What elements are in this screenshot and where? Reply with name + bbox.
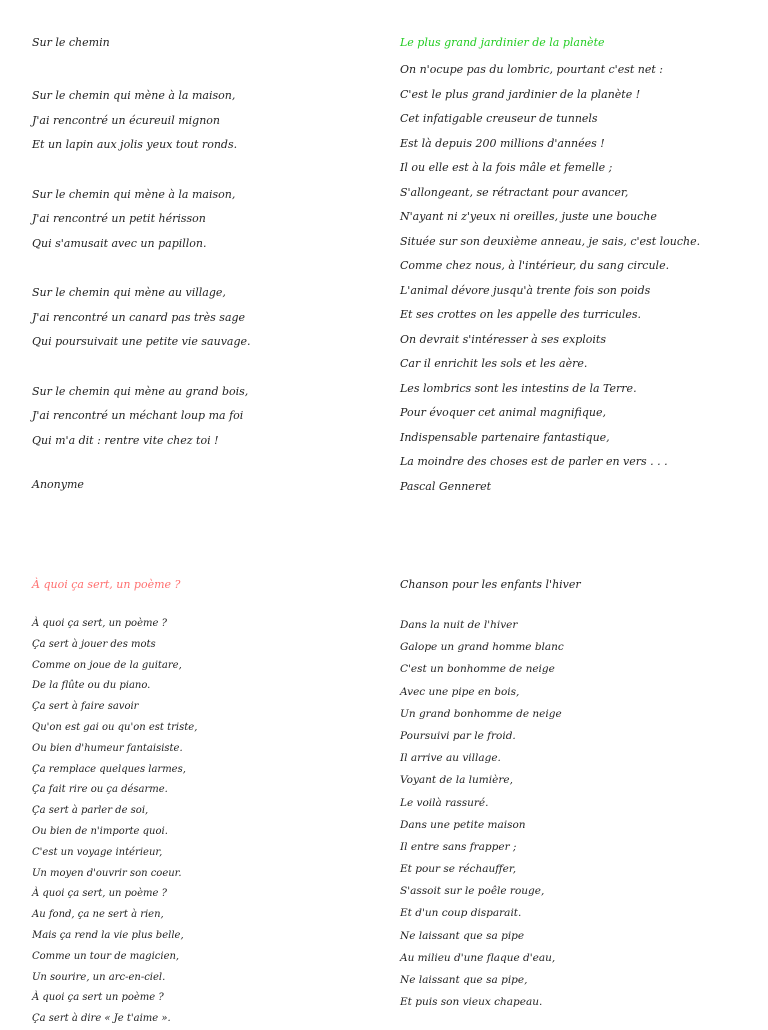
verse-line: Qui poursuivait une petite vie sauvage. [32, 335, 251, 348]
verse-line: À quoi ça sert, un poème ? [32, 888, 167, 900]
verse-line: On n'ocupe pas du lombric, pourtant c'est net : [400, 63, 663, 76]
verse-line: Il ou elle est à la fois mâle et femelle ; [400, 161, 613, 174]
verse-line: Et puis son vieux chapeau. [400, 996, 543, 1009]
verse-line: Et d'un coup disparait. [400, 907, 522, 920]
verse-line: À quoi ça sert, un poème ? [32, 618, 167, 629]
verse-line: Poursuivi par le froid. [400, 729, 516, 742]
verse-line: Le voilà rassuré. [400, 796, 489, 809]
verse-line: Et ses crottes on les appelle des turricules. [400, 308, 641, 321]
verse-line: J'ai rencontré un écureuil mignon [32, 113, 220, 127]
verse-line: La moindre des choses est de parler en vers . . . [400, 455, 668, 468]
verse-line: Avec une pipe en bois, [400, 685, 520, 698]
poem-title: Sur le chemin [32, 36, 110, 49]
verse-line: Ne laissant que sa pipe [400, 929, 525, 942]
verse-line: J'ai rencontré un petit hérisson [32, 212, 206, 225]
poem-lines [32, 614, 362, 1030]
verse-line: J'ai rencontré un méchant loup ma foi [32, 409, 244, 422]
verse-line: Il arrive au village. [400, 752, 501, 765]
verse-line: Ou bien de n'importe quoi. [32, 825, 168, 837]
verse-line: Sur le chemin qui mène à la maison, [32, 89, 236, 102]
verse-line: Ça fait rire ou ça désarme. [32, 784, 168, 796]
poem-title: À quoi ça sert, un poème ? [32, 578, 181, 591]
verse-line: Et pour se réchauffer, [400, 863, 517, 876]
verse-line: S'allongeant, se rétractant pour avancer, [400, 185, 629, 199]
verse-line: Un moyen d'ouvrir son coeur. [32, 867, 182, 879]
stanza [32, 183, 362, 257]
verse-line: Un sourire, un arc-en-ciel. [32, 971, 166, 983]
verse-line: Ça sert à faire savoir [32, 701, 139, 713]
verse-line: Qui s'amusait avec un papillon. [32, 236, 207, 250]
verse-line: Sur le chemin qui mène au grand bois, [32, 384, 249, 398]
verse-line: Comme chez nous, à l'intérieur, du sang circule. [400, 259, 670, 272]
stanza [32, 281, 362, 355]
verse-line: Comme un tour de magicien, [32, 950, 180, 962]
verse-line: Cet infatigable creuseur de tunnels [400, 112, 598, 125]
verse-line: L'animal dévore jusqu'à trente fois son poids [400, 283, 651, 297]
verse-line: Les lombrics sont les intestins de la Terre. [400, 381, 637, 395]
verse-line: Dans la nuit de l'hiver [400, 619, 518, 631]
verse-line: N'ayant ni z'yeux ni oreilles, juste une bouche [400, 210, 657, 223]
verse-line: Ça sert à dire « Je t'aime ». [32, 1013, 171, 1025]
verse-line: À quoi ça sert un poème ? [32, 992, 164, 1004]
verse-line: Car il enrichit les sols et les aère. [400, 357, 588, 370]
verse-line: Galope un grand homme blanc [400, 641, 564, 654]
verse-line: On devrait s'intéresser à ses exploits [400, 332, 606, 346]
poem-a-quoi-ca-sert [32, 578, 362, 1030]
verse-line: Située sur son deuxième anneau, je sais, c'est louche. [400, 234, 701, 248]
verse-line: Mais ça rend la vie plus belle, [32, 929, 184, 941]
verse-line: S'assoit sur le poêle rouge, [400, 885, 545, 898]
verse-line: Voyant de la lumière, [400, 774, 513, 787]
verse-line: Ça sert à jouer des mots [32, 638, 156, 650]
verse-line: Dans une petite maison [400, 818, 526, 831]
verse-line: Comme on joue de la guitare, [32, 659, 182, 671]
verse-line: Pour évoquer cet animal magnifique, [400, 406, 607, 419]
verse-line: Au fond, ça ne sert à rien, [32, 909, 164, 921]
stanza [32, 84, 362, 158]
verse-line: Qu'on est gai ou qu'on est triste, [32, 721, 198, 733]
verse-line: Qui m'a dit : rentre vite chez toi ! [32, 433, 219, 447]
verse-line: C'est un voyage intérieur, [32, 846, 163, 858]
verse-line: Est là depuis 200 millions d'années ! [400, 136, 605, 150]
verse-line: De la flûte ou du piano. [32, 680, 151, 692]
verse-line: Et un lapin aux jolis yeux tout ronds. [32, 138, 238, 151]
poem-lines [400, 58, 760, 499]
poem-lines [400, 614, 760, 1013]
verse-line: C'est un bonhomme de neige [400, 663, 555, 676]
verse-line: Indispensable partenaire fantastique, [400, 430, 610, 444]
verse-line: C'est le plus grand jardinier de la planète ! [400, 87, 641, 101]
poem-chanson-hiver [400, 578, 760, 1013]
poem-title: Chanson pour les enfants l'hiver [400, 578, 581, 591]
poem-author: Anonyme [32, 478, 84, 491]
verse-line: Sur le chemin qui mène au village, [32, 286, 226, 299]
stanza [32, 380, 362, 454]
poem-sur-le-chemin [32, 36, 362, 491]
poem-jardinier [400, 36, 760, 499]
verse-line: Au milieu d'une flaque d'eau, [400, 951, 556, 964]
verse-line: Il entre sans frapper ; [400, 840, 517, 853]
verse-line: Ça remplace quelques larmes, [32, 763, 186, 775]
verse-line: Un grand bonhomme de neige [400, 707, 562, 720]
verse-line: Pascal Genneret [400, 479, 492, 493]
verse-line: Sur le chemin qui mène à la maison, [32, 187, 236, 201]
verse-line: Ou bien d'humeur fantaisiste. [32, 742, 183, 754]
verse-line: Ne laissant que sa pipe, [400, 974, 528, 986]
verse-line: Ça sert à parler de soi, [32, 805, 149, 817]
poem-title: Le plus grand jardinier de la planète [400, 36, 605, 49]
verse-line: J'ai rencontré un canard pas très sage [32, 310, 246, 324]
